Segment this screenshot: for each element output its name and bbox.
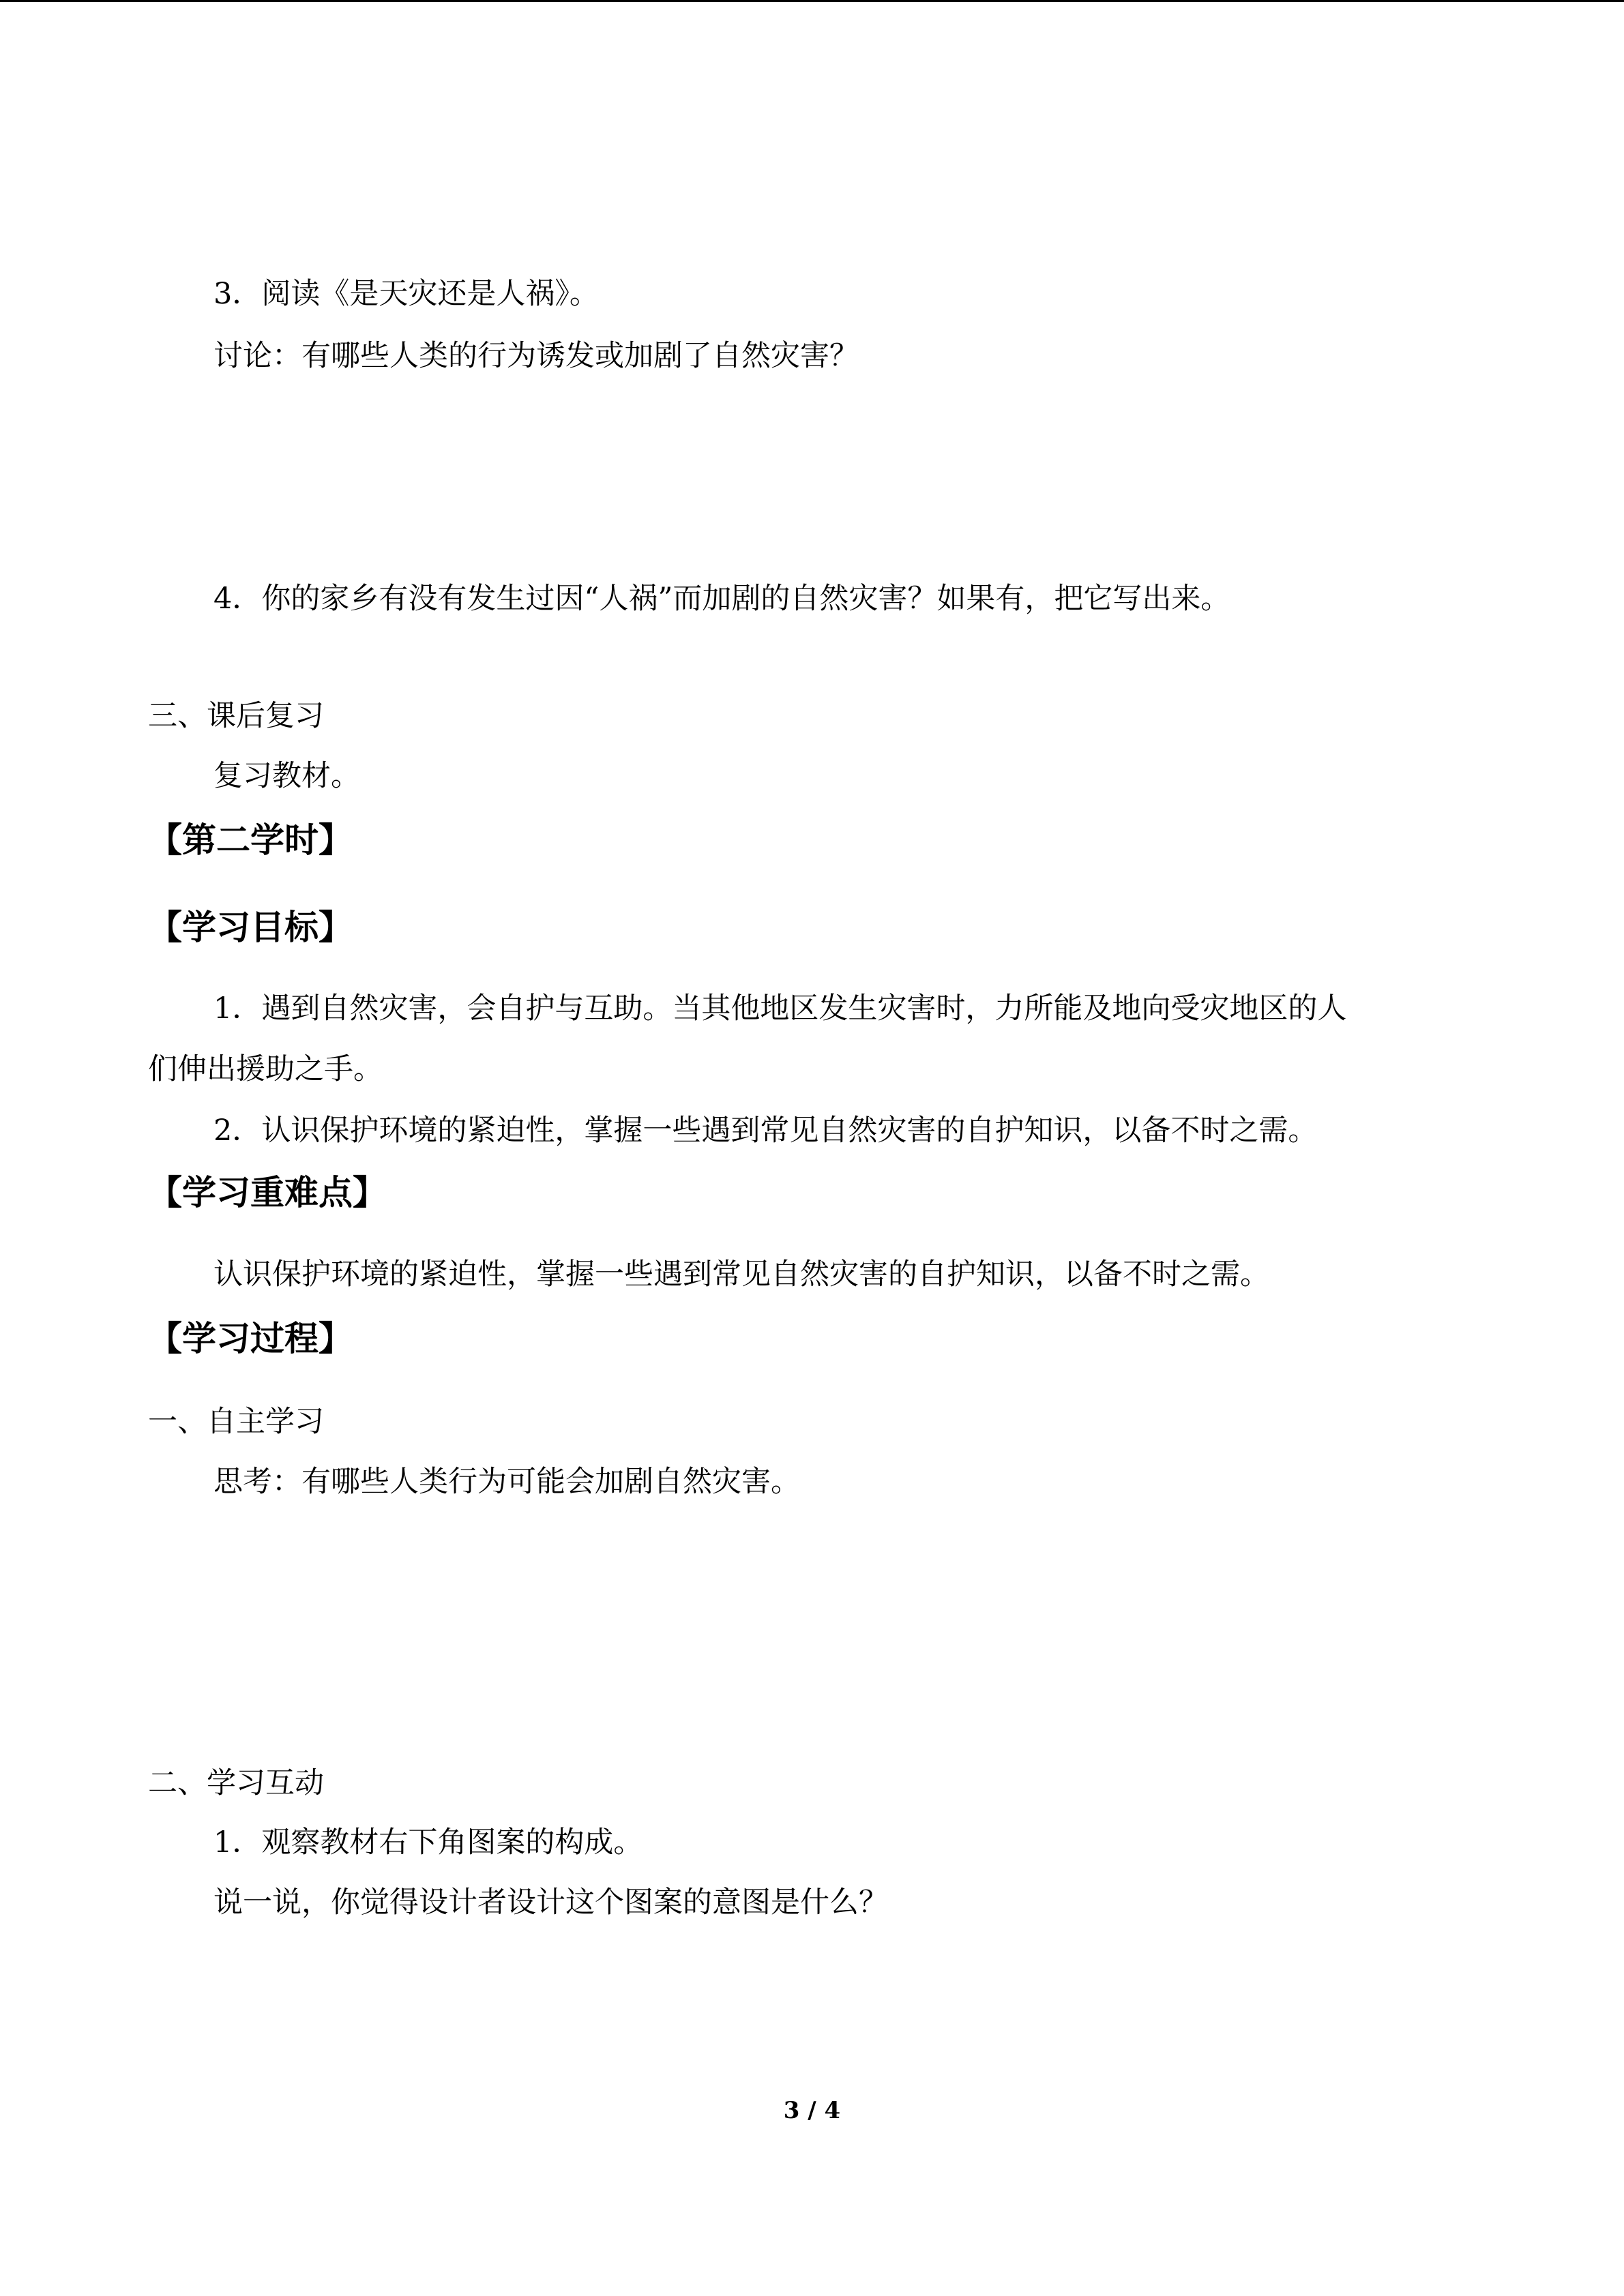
heading-second-period: 【第二学时】 xyxy=(148,820,353,860)
heading-goals: 【学习目标】 xyxy=(148,908,353,947)
part2-item1-question: 说一说，你觉得设计者设计这个图案的意图是什么？ xyxy=(213,1885,888,1920)
heading-key-points: 【学习重难点】 xyxy=(148,1173,387,1212)
part2-title: 二、学习互动 xyxy=(148,1766,324,1800)
q4-text: 4．你的家乡有没有发生过因“人祸”而加剧的自然灾害？如果有，把它写出来。 xyxy=(213,582,1230,616)
section3-title: 三、课后复习 xyxy=(148,699,324,733)
goal1-line1: 1．遇到自然灾害，会自护与互助。当其他地区发生灾害时，力所能及地向受灾地区的人 xyxy=(213,992,1347,1026)
section3-body: 复习教材。 xyxy=(213,759,360,793)
q3-title: 3．阅读《是天灾还是人祸》。 xyxy=(213,277,599,311)
goal2-text: 2．认识保护环境的紧迫性，掌握一些遇到常见自然灾害的自护知识，以备不时之需。 xyxy=(213,1114,1318,1148)
key-points-body: 认识保护环境的紧迫性，掌握一些遇到常见自然灾害的自护知识，以备不时之需。 xyxy=(213,1257,1269,1292)
part2-item1: 1．观察教材右下角图案的构成。 xyxy=(213,1825,643,1860)
part1-title: 一、自主学习 xyxy=(148,1405,324,1439)
q3-discussion: 讨论：有哪些人类的行为诱发或加剧了自然灾害？ xyxy=(213,339,859,373)
part1-body: 思考：有哪些人类行为可能会加剧自然灾害。 xyxy=(213,1465,800,1499)
page-number: 3 / 4 xyxy=(783,2097,841,2124)
goal1-line2: 们伸出援助之手。 xyxy=(148,1052,383,1086)
heading-process: 【学习过程】 xyxy=(148,1319,353,1358)
page-top-border xyxy=(0,0,1624,2)
